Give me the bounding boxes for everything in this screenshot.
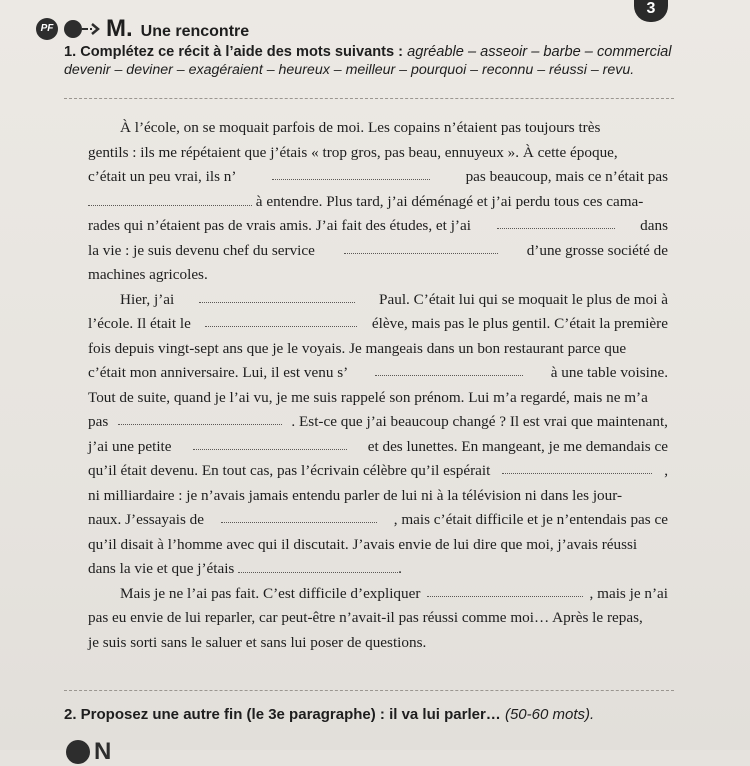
story-fragment: . (398, 560, 402, 577)
word-count: (50-60 mots). (504, 706, 595, 723)
exercise-2-label: 2. Proposez une autre fin (le 3e paragraphe) : il va lui parler… (64, 706, 501, 723)
story-fragment: pas beaucoup, mais ce n’était pas (465, 168, 668, 185)
story-fragment: à une table voisine. (550, 364, 668, 381)
story-fragment: dans (640, 217, 668, 234)
story-line: Tout de suite, quand je l’ai vu, je me suis rappelé son prénom. Lui m’a regardé, mais ne m’a (88, 388, 648, 406)
fill-blank[interactable] (502, 459, 652, 474)
separator-line (64, 690, 674, 691)
story-fragment: pas (88, 413, 109, 430)
story-fragment: à entendre. Plus tard, j’ai déménagé et j’ai perdu tous ces cama- (255, 192, 644, 210)
fill-blank[interactable] (221, 508, 377, 523)
fill-blank[interactable] (193, 435, 347, 450)
bullet-icon (66, 740, 90, 764)
exercise-1-label: 1. Complétez ce récit à l’aide des mots suivants : (64, 44, 404, 60)
story-fragment: Mais je ne l’ai pas fait. C’est difficile d’expliquer (120, 584, 421, 602)
story-line (88, 190, 668, 215)
story-line (88, 239, 668, 264)
exercise-2-instruction (64, 706, 594, 723)
fill-blank[interactable] (199, 288, 355, 303)
fill-blank[interactable] (344, 239, 498, 254)
story-line: machines agricoles. (88, 266, 208, 283)
story-line (88, 288, 668, 313)
story-fragment: , mais je n’ai (589, 584, 668, 602)
next-section-letter: N (94, 738, 112, 765)
word-bank-line-1: agréable – asseoir – barbe – commercial (407, 44, 672, 60)
story-fragment: élève, mais pas le plus gentil. C’était la première (371, 315, 668, 332)
story-fragment: dans la vie et que j’étais (88, 560, 235, 577)
story-fragment: c’était mon anniversaire. Lui, il est venu s’ (88, 364, 349, 381)
story-fragment: qu’il était devenu. En tout cas, pas l’écrivain célèbre qu’il espérait (88, 462, 491, 479)
fill-blank[interactable] (375, 361, 523, 376)
story-text (88, 116, 668, 655)
word-bank-line-2: devenir – deviner – exagéraient – heureux – meilleur – pourquoi – reconnu – réussi – revu. (64, 62, 635, 78)
story-line (88, 214, 668, 239)
story-line: fois depuis vingt-sept ans que je le voyais. Je mangeais dans un bon restaurant parce que (88, 339, 627, 357)
story-fragment: et des lunettes. En mangeant, je me demandais ce (367, 437, 668, 455)
story-fragment: j’ai une petite (88, 437, 172, 455)
story-line (88, 508, 668, 533)
story-line (88, 165, 668, 190)
story-fragment: la vie : je suis devenu chef du service (88, 241, 315, 259)
story-fragment: d’une grosse société de (526, 241, 668, 259)
section-header (36, 16, 249, 42)
page-number: 3 (634, 0, 668, 22)
story-fragment: rades qui n’étaient pas de vrais amis. J’ai fait des études, et j’ai (88, 217, 471, 234)
story-line (88, 361, 668, 386)
next-section-peek (66, 738, 111, 766)
fill-blank[interactable] (88, 191, 252, 206)
story-line (88, 435, 668, 460)
story-line (88, 410, 668, 435)
arrow-icon (62, 18, 100, 40)
fill-blank[interactable] (205, 312, 357, 327)
story-line: ni milliardaire : je n’avais jamais entendu parler de lui ni à la télévision ni dans les jour- (88, 486, 623, 504)
story-fragment: naux. J’essayais de (88, 511, 204, 528)
story-line: gentils : ils me répétaient que j’étais « trop gros, pas beau, ennuyeux ». À cette époque, (88, 143, 618, 161)
story-line: À l’école, on se moquait parfois de moi. Les copains n’étaient pas toujours très (120, 119, 601, 136)
fill-blank[interactable] (427, 582, 583, 597)
fill-blank[interactable] (118, 410, 282, 425)
story-line: pas eu envie de lui reparler, car peut-être n’avait-il pas réussi comme moi… Après le repas, (88, 609, 643, 626)
fill-blank[interactable] (497, 214, 615, 229)
story-line (88, 557, 668, 582)
section-letter: M. (106, 15, 133, 42)
exercise-1-instruction (64, 44, 684, 60)
story-line: qu’il disait à l’homme avec qui il discutait. J’avais envie de lui dire que moi, j’avais réussi (88, 535, 638, 553)
pf-badge: PF (36, 18, 58, 40)
separator-line (64, 98, 674, 99)
fill-blank[interactable] (272, 165, 430, 180)
section-title: Une rencontre (140, 23, 250, 40)
story-line (88, 312, 668, 337)
story-fragment: , (664, 462, 668, 479)
story-fragment: Hier, j’ai (120, 290, 175, 308)
story-fragment: . Est-ce que j’ai beaucoup changé ? Il est vrai que maintenant, (291, 413, 668, 430)
story-fragment: , mais c’était difficile et je n’entendais pas ce (393, 511, 668, 528)
story-fragment: c’était un peu vrai, ils n’ (88, 168, 237, 185)
story-line (88, 582, 668, 607)
fill-blank[interactable] (238, 558, 398, 573)
story-line: je suis sorti sans le saluer et sans lui poser de questions. (88, 633, 427, 651)
story-fragment: Paul. C’était lui qui se moquait le plus de moi à (379, 290, 668, 308)
story-fragment: l’école. Il était le (88, 315, 191, 332)
story-line (88, 459, 668, 484)
